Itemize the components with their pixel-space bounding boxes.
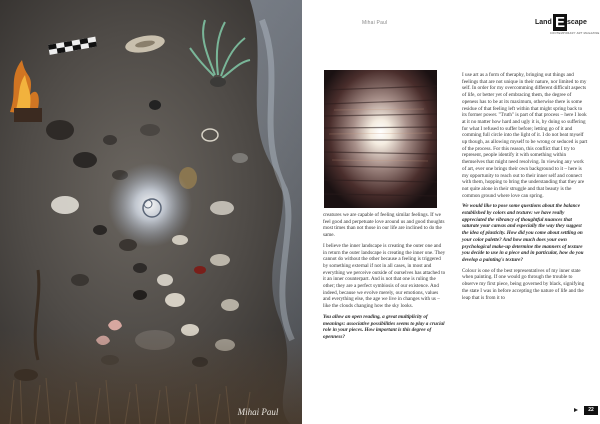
page-number: 22: [584, 406, 598, 415]
article-paragraph: creatures we are capable of feeling similar feelings. If we feel good and perpetuate love around us and good thoughts most times than not those in our life are inclined to do the same.: [323, 212, 445, 239]
next-page-arrow-icon: [574, 408, 578, 412]
interview-question: We would like to pose some questions about the balance established by colors and texture: we have really appreciated the vibrancy of thoughtful nuances that saturate your canvas and especially the way they suggest the idea of plasticity. How did you come about settling on your color palette? And how much does your own psychological make-up determine the manners of texture you decide to use in a piece and in particular, how do you develop a painting's texture?: [462, 203, 584, 263]
magazine-logo: [535, 14, 600, 36]
artwork-signature: Mihai Paul: [237, 407, 279, 417]
artwork-thumbnail: [324, 70, 437, 208]
article-paragraph: I believe the inner landscape is creating the outer one and in return the outer landscape is creating the inner one. They cannot do without the other because a feeling is triggered by something external if not in all cases, in most and everything we perceive outside of ourselves has attached to it an inner counterpart. And is not that one is ruling the other; they are a perfect symbiosis of our existence. And indeed, because we evolve merely, our emotions, values and everything else, the age we live in changes with us – like the clouds changing how the sky looks.: [323, 242, 446, 310]
logo-tagline: CONTEMPORARY ART MAGAZINE: [550, 32, 600, 35]
logo-word-scape: scape: [567, 19, 587, 26]
author-name: Mihai Paul: [362, 20, 388, 26]
logo-letter-e: E: [554, 14, 565, 31]
interview-question: You allow an open reading, a great multiplicity of meanings: associative possibilities seems to play a crucial role in your pieces. How important is this degree of openness?: [323, 313, 445, 340]
article-paragraph: I use art as a form of theraphy, bringing out things and feelings that are not unique in their nature, nor limited to my self. In order for my overcomming different difficult aspects of life, or better yet of embracing them, the degree of openess has to be at its maximum, otherwise there is some residue of that feeling left within that might spring back to its former power. "Truth" is part of that process – here I look at it no matter how hard and ugly it is, by doing so suffering for what I refused to suffer before; letting go of it and comming full circle into the light of it. I do not beat myself up though, as allowing myself to be wrong or seduced is part of the process. For this reason, this conflict that I try to represent, people identify it with something within themselves that might need resolving. In viewing any work of art, ever one brings their own background to it – here is my opportunity to reach out to their inner self and connect with them, hopping to bring the understanding that they are not quite alone in their struggle and that beauty is the common ground where love can spring.: [462, 72, 588, 199]
article-column-left: [323, 212, 446, 345]
article-column-right: [462, 72, 588, 305]
article-paragraph: Colour is one of the best representatives of my inner state when painting. If one would go through the trouble to observe my first piece, being governed by black, signifying the state I was in before accepting the nature of life and the leap that is from it to: [462, 267, 585, 301]
logo-word-land: Land: [535, 19, 552, 26]
